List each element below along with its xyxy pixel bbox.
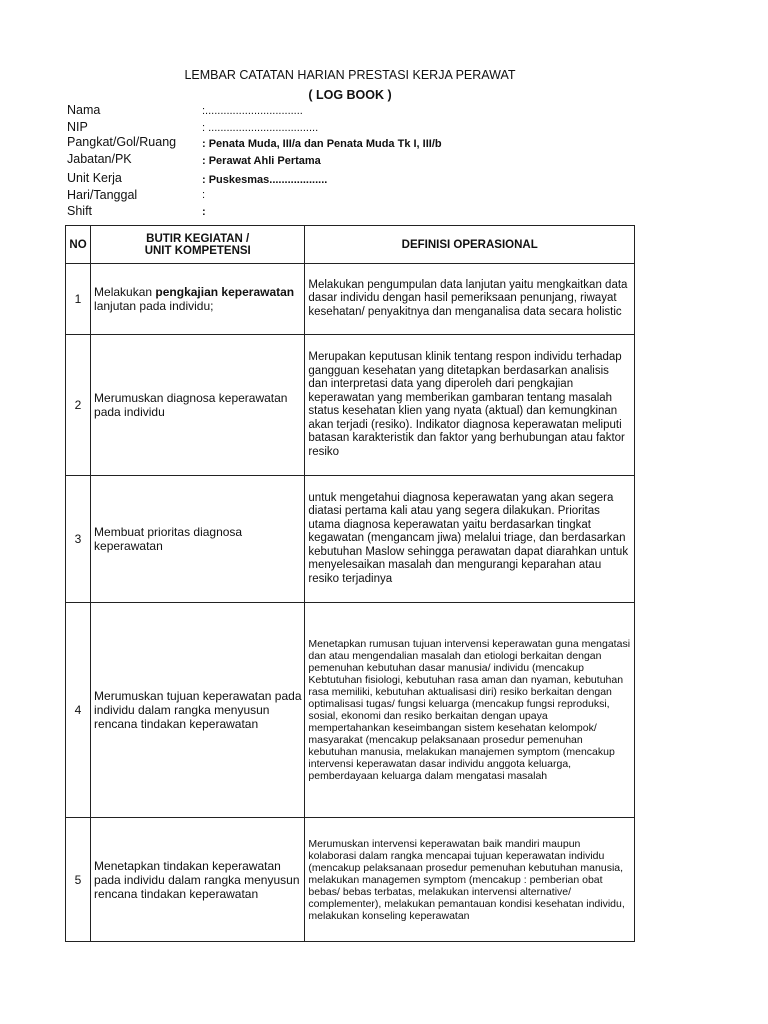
row-number: 5	[66, 818, 91, 942]
field-jabatan-label: Jabatan/PK	[67, 152, 132, 166]
field-unit-kerja-value: : Puskesmas...................	[202, 174, 328, 186]
header-activity-line2: UNIT KOMPETENSI	[144, 244, 251, 257]
field-shift-value: :	[202, 206, 206, 218]
row-number: 4	[66, 603, 91, 818]
header-definition: DEFINISI OPERASIONAL	[305, 226, 635, 264]
row-number: 2	[66, 335, 91, 476]
row-activity: Merumuskan diagnosa keperawatan pada individu	[91, 335, 305, 476]
field-hari-tanggal-value: :	[202, 189, 206, 201]
field-pangkat-value: : Penata Muda, III/a dan Penata Muda Tk I, III/b	[202, 138, 442, 150]
field-shift-label: Shift	[67, 204, 93, 218]
row-activity-pre: Melakukan	[94, 285, 156, 299]
row-activity: Menetapkan tindakan keperawatan pada individu dalam rangka menyusun rencana tindakan keperawatan	[91, 818, 305, 942]
row-number: 3	[66, 476, 91, 603]
row-activity-post: lanjutan pada individu;	[94, 299, 214, 313]
header-activity	[91, 226, 305, 264]
header-activity-line1: BUTIR KEGIATAN /	[146, 232, 250, 245]
row-definition: Menetapkan rumusan tujuan intervensi keperawatan guna mengatasi dan atau mengendalian masalah dan etiologi berkaitan dengan pemenuhan kebutuhan dasar manusia/ individu (mencakup Kebtutuhan fisiologi, kebutuhan rasa aman dan nyaman, kebutuhan rasa memiliki, kebutuhan aktualisasi diri) resiko berkaitan dengan optimalisasi tugas/ fungsi keluarga (mencakup fungsi reproduksi, sosial, ekonomi dan resiko berkaitan dengan upaya mempertahankan keseimbangan sistem kesehatan kelompok/ masyarakat (mencakup pelaksanaan prosedur pemenuhan kebutuhan manusia, melakukan manajemen symptom (mencakup intervensi keperawatan dasar individu anggota keluarga, pemberdayaan keluarga dalam mengatasi masalah	[305, 603, 635, 818]
table-row	[66, 603, 635, 818]
field-nip-value: : ....................................	[202, 122, 319, 134]
table-row	[66, 476, 635, 603]
field-nip-label: NIP	[67, 120, 88, 134]
page-title: LEMBAR CATATAN HARIAN PRESTASI KERJA PERAWAT	[184, 68, 516, 82]
table-header-row	[66, 226, 635, 264]
field-jabatan-value: : Perawat Ahli Pertama	[202, 155, 321, 167]
row-activity: Merumuskan tujuan keperawatan pada individu dalam rangka menyusun rencana tindakan keperawatan	[91, 603, 305, 818]
row-activity-bold: pengkajian keperawatan	[155, 285, 295, 299]
field-nama-value: :................................	[202, 105, 303, 117]
header-no: NO	[66, 226, 91, 264]
row-definition: Melakukan pengumpulan data lanjutan yaitu mengkaitkan data dasar individu dengan hasil pemeriksaan penunjang, riwayat kesehatan/ penyakitnya dan menganalisa data secara holistic	[305, 264, 635, 335]
row-activity: Membuat prioritas diagnosa keperawatan	[91, 476, 305, 603]
log-table	[65, 225, 635, 942]
table-row	[66, 818, 635, 942]
row-definition: Merumuskan intervensi keperawatan baik mandiri maupun kolaborasi dalam rangka mencapai tujuan keperawatan individu (mencakup pelaksanaan prosedur pemenuhan kebutuhan manusia, melakukan managemen symptom (mencakup : pemberian obat bebas/ bebas terbatas, melakukan intervensi alternative/ complementer), melakukan pemantauan kondisi kesehatan individu, melakukan konseling keperawatan	[305, 818, 635, 942]
field-unit-kerja-label: Unit Kerja	[67, 171, 122, 185]
page-subtitle: ( LOG BOOK )	[308, 88, 392, 102]
row-activity	[91, 264, 305, 335]
table-row	[66, 264, 635, 335]
row-definition: Merupakan keputusan klinik tentang respon individu terhadap gangguan kesehatan yang ditetapkan berdasarkan analisis dan interpretasi data yang diperoleh dari pengkajian keperawatan yang memberikan gambaran tentang masalah status kesehatan klien yang nyata (aktual) dan kemungkinan akan terjadi (resiko). Indikator diagnosa keperawatan meliputi batasan karakteristik dan faktor yang berhubungan atau faktor resiko	[305, 335, 635, 476]
field-hari-tanggal-label: Hari/Tanggal	[67, 188, 138, 202]
row-number: 1	[66, 264, 91, 335]
field-nama-label: Nama	[67, 103, 101, 117]
field-pangkat-label: Pangkat/Gol/Ruang	[67, 135, 177, 149]
table-row	[66, 335, 635, 476]
row-definition: untuk mengetahui diagnosa keperawatan yang akan segera diatasi pertama kali atau yang segera dilakukan. Prioritas utama diagnosa keperawatan yaitu berdasarkan tingkat kegawatan (mengancam jiwa) melalui triage, dan berdasarkan kebutuhan Maslow sehingga perawatan dapat diarahkan untuk menyelesaikan masalah dan mengurangi keparahan atau resiko terjadinya	[305, 476, 635, 603]
